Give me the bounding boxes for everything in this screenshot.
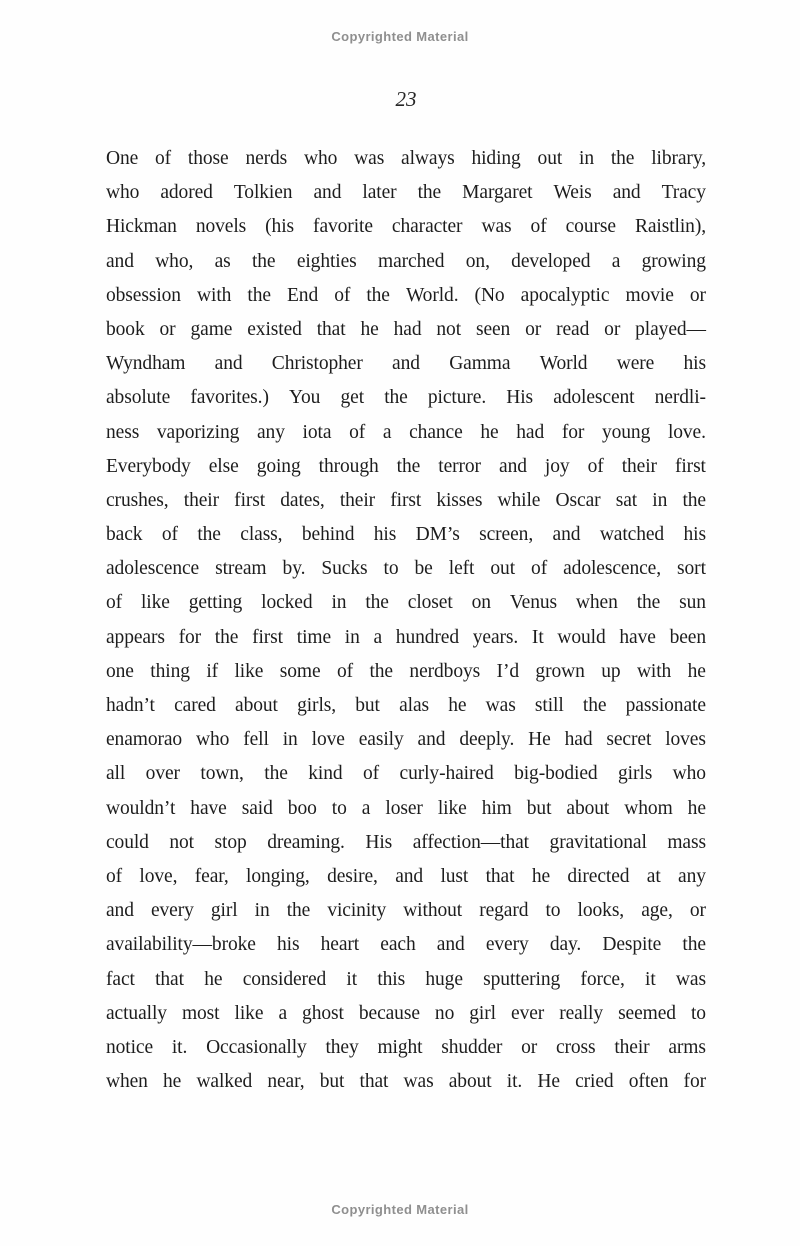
- body-text-line: absolute favorites.) You get the picture. His adolescent nerdli-: [106, 387, 706, 409]
- body-text-line: and who, as the eighties marched on, developed a growing: [106, 250, 706, 272]
- body-text-line: crushes, their first dates, their first kisses while Oscar sat in the: [106, 489, 706, 511]
- copyright-notice-bottom: Copyrighted Material: [331, 1202, 469, 1217]
- body-text-line: fact that he considered it this huge sputtering force, it was: [106, 968, 706, 990]
- body-text-line: wouldn’t have said boo to a loser like him but about whom he: [106, 797, 706, 819]
- body-text-line: back of the class, behind his DM’s screen, and watched his: [106, 524, 706, 546]
- body-text-line: appears for the first time in a hundred years. It would have been: [106, 626, 706, 648]
- body-text-line: availability—broke his heart each and every day. Despite the: [106, 934, 706, 956]
- body-text-line: of love, fear, longing, desire, and lust that he directed at any: [106, 865, 706, 887]
- body-text-line: who adored Tolkien and later the Margaret Weis and Tracy: [106, 182, 706, 204]
- body-text-line: one thing if like some of the nerdboys I’d grown up with he: [106, 660, 706, 682]
- body-text-line: Wyndham and Christopher and Gamma World were his: [106, 353, 706, 375]
- body-text-line: all over town, the kind of curly-haired big-bodied girls who: [106, 763, 706, 785]
- body-text-line: enamorao who fell in love easily and deeply. He had secret loves: [106, 729, 706, 751]
- page-number: 23: [395, 87, 417, 111]
- body-text-line: actually most like a ghost because no girl ever really seemed to: [106, 1002, 706, 1024]
- body-text-line: hadn’t cared about girls, but alas he was still the passionate: [106, 695, 706, 716]
- body-text-line: adolescence stream by. Sucks to be left out of adolescence, sort: [106, 558, 706, 580]
- body-text-line: book or game existed that he had not seen or read or played—: [106, 318, 706, 340]
- body-text-line: Everybody else going through the terror and joy of their first: [106, 455, 706, 477]
- body-text-line: Hickman novels (his favorite character was of course Raistlin),: [106, 216, 706, 238]
- body-text-line: could not stop dreaming. His affection—that gravitational mass: [106, 831, 706, 853]
- body-text-line: notice it. Occasionally they might shudder or cross their arms: [106, 1036, 706, 1058]
- body-text-line: obsession with the End of the World. (No apocalyptic movie or: [106, 284, 706, 306]
- body-paragraph: [106, 148, 706, 1105]
- body-text-line: ness vaporizing any iota of a chance he had for young love.: [106, 421, 706, 443]
- body-text-line: and every girl in the vicinity without regard to looks, age, or: [106, 900, 706, 922]
- body-text-line: when he walked near, but that was about it. He cried often for: [106, 1071, 706, 1093]
- copyright-notice-top: Copyrighted Material: [331, 29, 469, 44]
- body-text-line: One of those nerds who was always hiding out in the library,: [106, 148, 706, 169]
- body-text-line: of like getting locked in the closet on Venus when the sun: [106, 592, 706, 614]
